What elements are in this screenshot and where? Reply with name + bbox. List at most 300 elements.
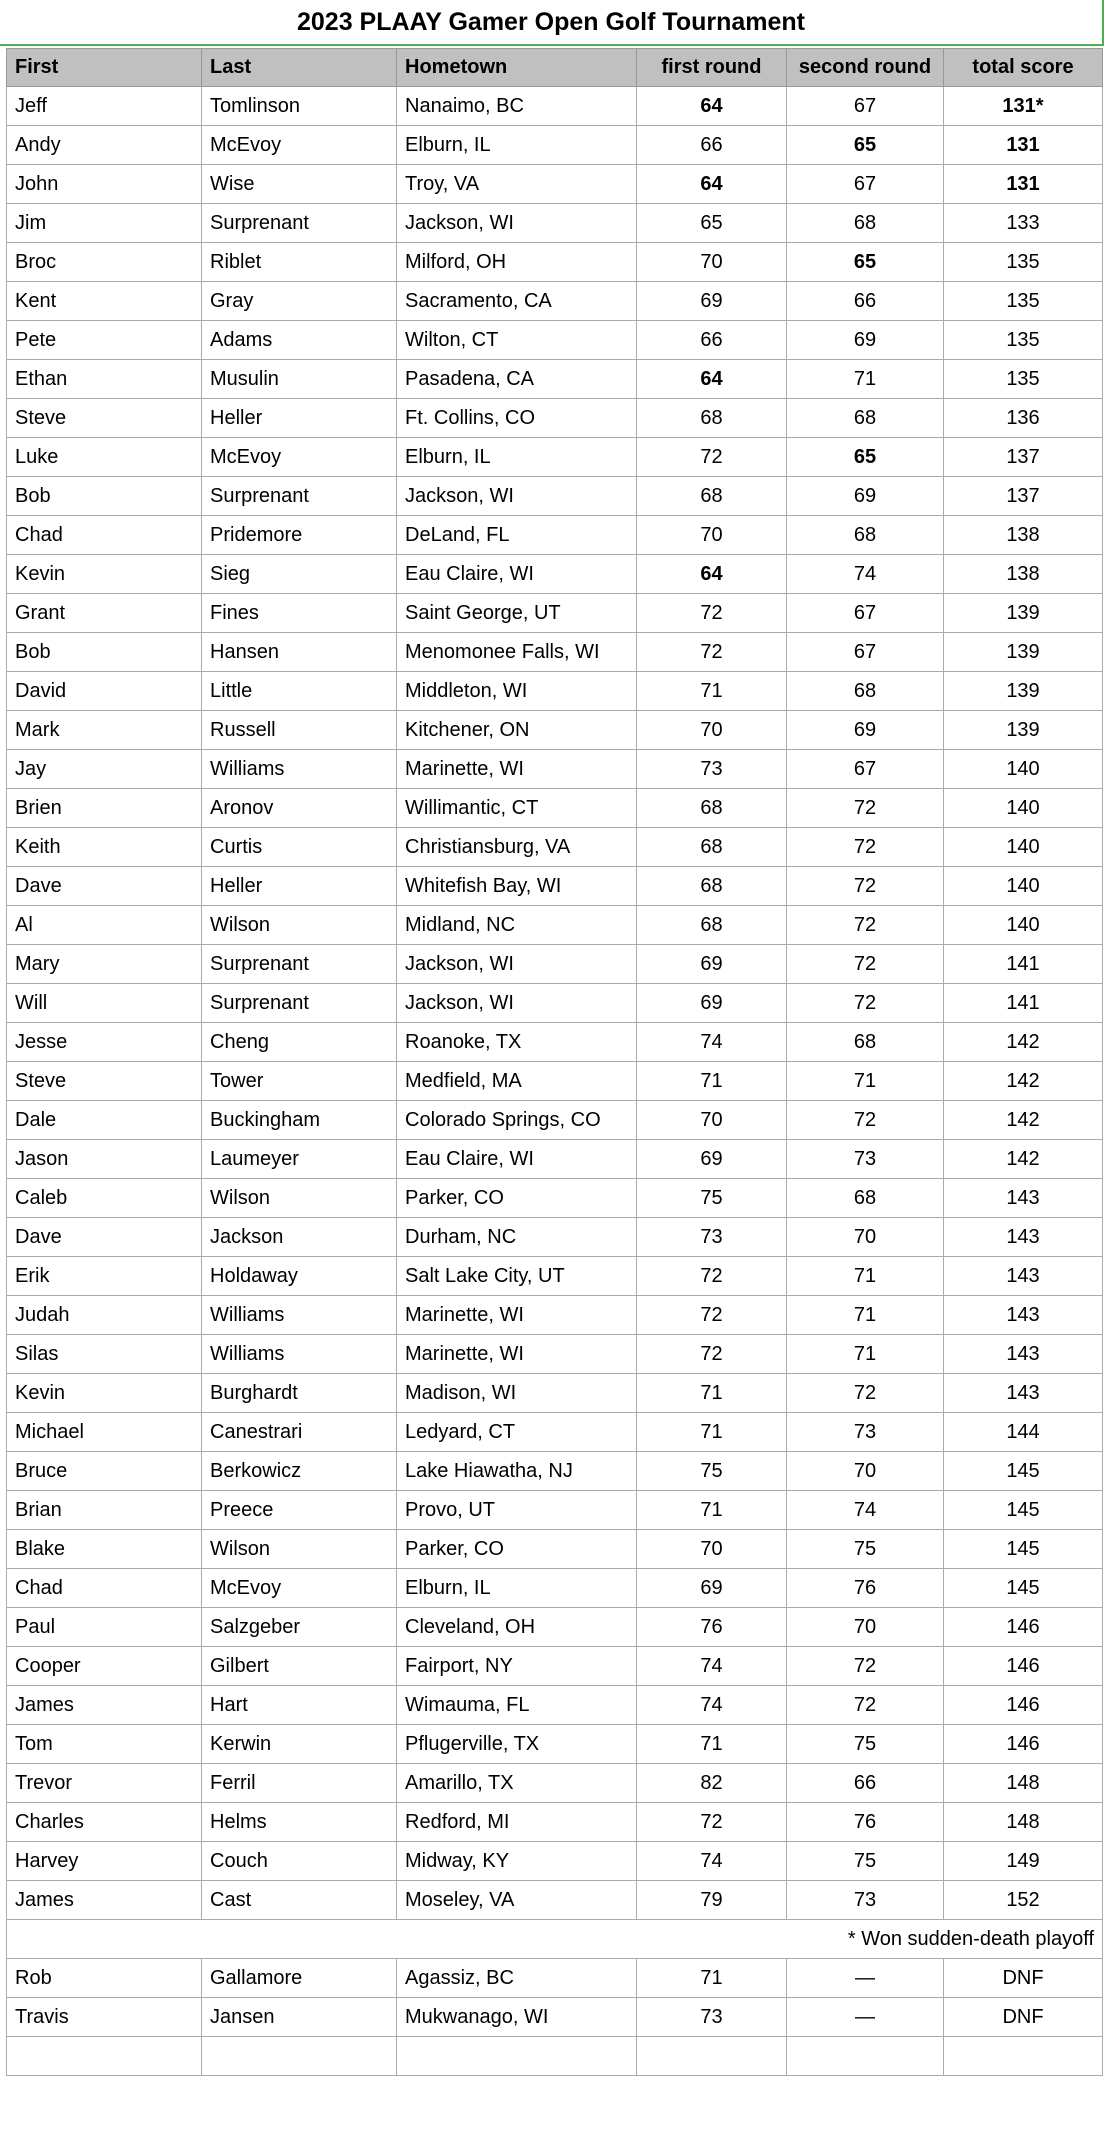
cell-last[interactable]: Curtis [202, 828, 397, 867]
cell-second-round[interactable]: 69 [787, 711, 944, 750]
cell-second-round[interactable]: 65 [787, 126, 944, 165]
cell-last[interactable]: Surprenant [202, 945, 397, 984]
cell-last[interactable]: Berkowicz [202, 1452, 397, 1491]
cell-second-round[interactable]: 72 [787, 789, 944, 828]
cell-total-score[interactable]: 143 [944, 1296, 1103, 1335]
cell-second-round[interactable]: 71 [787, 1257, 944, 1296]
cell-total-score[interactable]: 145 [944, 1452, 1103, 1491]
cell-total-score[interactable]: 133 [944, 204, 1103, 243]
cell-last[interactable]: Adams [202, 321, 397, 360]
cell-first[interactable]: Andy [7, 126, 202, 165]
cell-first-round[interactable]: 71 [637, 1959, 787, 1998]
cell-hometown[interactable]: Menomonee Falls, WI [397, 633, 637, 672]
blank-cell[interactable] [637, 2037, 787, 2076]
cell-first-round[interactable]: 68 [637, 867, 787, 906]
cell-first[interactable]: Bob [7, 633, 202, 672]
cell-first-round[interactable]: 72 [637, 438, 787, 477]
cell-first[interactable]: Mark [7, 711, 202, 750]
cell-second-round[interactable]: 69 [787, 321, 944, 360]
cell-total-score[interactable]: 144 [944, 1413, 1103, 1452]
blank-cell[interactable] [202, 2037, 397, 2076]
cell-second-round[interactable]: 66 [787, 282, 944, 321]
cell-first-round[interactable]: 72 [637, 1257, 787, 1296]
cell-first-round[interactable]: 70 [637, 711, 787, 750]
cell-first-round[interactable]: 68 [637, 828, 787, 867]
cell-first[interactable]: Jay [7, 750, 202, 789]
cell-first-round[interactable]: 71 [637, 1725, 787, 1764]
cell-first[interactable]: Broc [7, 243, 202, 282]
cell-hometown[interactable]: Roanoke, TX [397, 1023, 637, 1062]
cell-first-round[interactable]: 73 [637, 1998, 787, 2037]
cell-first[interactable]: Bruce [7, 1452, 202, 1491]
cell-total-score[interactable]: 142 [944, 1140, 1103, 1179]
cell-hometown[interactable]: Midland, NC [397, 906, 637, 945]
cell-hometown[interactable]: Sacramento, CA [397, 282, 637, 321]
cell-total-score[interactable]: DNF [944, 1998, 1103, 2037]
cell-second-round[interactable]: 68 [787, 516, 944, 555]
cell-hometown[interactable]: Milford, OH [397, 243, 637, 282]
cell-first-round[interactable]: 68 [637, 906, 787, 945]
cell-total-score[interactable]: 146 [944, 1725, 1103, 1764]
cell-first-round[interactable]: 71 [637, 1413, 787, 1452]
cell-second-round[interactable]: 74 [787, 555, 944, 594]
cell-last[interactable]: Williams [202, 1296, 397, 1335]
cell-second-round[interactable]: 68 [787, 204, 944, 243]
cell-first[interactable]: Ethan [7, 360, 202, 399]
cell-first[interactable]: Chad [7, 516, 202, 555]
cell-last[interactable]: Holdaway [202, 1257, 397, 1296]
cell-last[interactable]: Russell [202, 711, 397, 750]
column-header-second-round[interactable]: second round [787, 49, 944, 87]
cell-first[interactable]: James [7, 1686, 202, 1725]
cell-first-round[interactable]: 71 [637, 672, 787, 711]
cell-total-score[interactable]: 139 [944, 672, 1103, 711]
cell-first-round[interactable]: 74 [637, 1842, 787, 1881]
cell-last[interactable]: Surprenant [202, 984, 397, 1023]
cell-total-score[interactable]: 135 [944, 282, 1103, 321]
cell-last[interactable]: Cast [202, 1881, 397, 1920]
cell-first[interactable]: Jeff [7, 87, 202, 126]
cell-first-round[interactable]: 70 [637, 1530, 787, 1569]
cell-total-score[interactable]: 139 [944, 594, 1103, 633]
cell-last[interactable]: Hart [202, 1686, 397, 1725]
cell-second-round[interactable]: 65 [787, 243, 944, 282]
cell-second-round[interactable]: 71 [787, 1296, 944, 1335]
cell-first[interactable]: Brian [7, 1491, 202, 1530]
cell-second-round[interactable]: 75 [787, 1725, 944, 1764]
cell-second-round[interactable]: 71 [787, 1062, 944, 1101]
cell-total-score[interactable]: DNF [944, 1959, 1103, 1998]
cell-first[interactable]: Chad [7, 1569, 202, 1608]
cell-first-round[interactable]: 71 [637, 1062, 787, 1101]
cell-hometown[interactable]: Durham, NC [397, 1218, 637, 1257]
cell-last[interactable]: McEvoy [202, 1569, 397, 1608]
cell-first[interactable]: Keith [7, 828, 202, 867]
cell-last[interactable]: Surprenant [202, 204, 397, 243]
blank-cell[interactable] [397, 2037, 637, 2076]
cell-first[interactable]: Kevin [7, 555, 202, 594]
cell-hometown[interactable]: Wimauma, FL [397, 1686, 637, 1725]
cell-first-round[interactable]: 74 [637, 1023, 787, 1062]
cell-second-round[interactable]: 72 [787, 945, 944, 984]
cell-total-score[interactable]: 140 [944, 750, 1103, 789]
column-header-last[interactable]: Last [202, 49, 397, 87]
cell-last[interactable]: Fines [202, 594, 397, 633]
cell-hometown[interactable]: Colorado Springs, CO [397, 1101, 637, 1140]
cell-hometown[interactable]: Mukwanago, WI [397, 1998, 637, 2037]
cell-first-round[interactable]: 64 [637, 165, 787, 204]
cell-first[interactable]: Jason [7, 1140, 202, 1179]
cell-hometown[interactable]: Madison, WI [397, 1374, 637, 1413]
cell-total-score[interactable]: 136 [944, 399, 1103, 438]
cell-total-score[interactable]: 137 [944, 438, 1103, 477]
cell-second-round[interactable]: 72 [787, 828, 944, 867]
cell-second-round[interactable]: 72 [787, 1647, 944, 1686]
cell-total-score[interactable]: 145 [944, 1491, 1103, 1530]
cell-hometown[interactable]: Jackson, WI [397, 984, 637, 1023]
cell-hometown[interactable]: Pflugerville, TX [397, 1725, 637, 1764]
cell-second-round[interactable]: 70 [787, 1608, 944, 1647]
cell-first-round[interactable]: 75 [637, 1179, 787, 1218]
cell-total-score[interactable]: 140 [944, 828, 1103, 867]
cell-hometown[interactable]: Moseley, VA [397, 1881, 637, 1920]
cell-total-score[interactable]: 146 [944, 1686, 1103, 1725]
cell-hometown[interactable]: Troy, VA [397, 165, 637, 204]
cell-total-score[interactable]: 131 [944, 165, 1103, 204]
cell-hometown[interactable]: Marinette, WI [397, 1296, 637, 1335]
cell-hometown[interactable]: Agassiz, BC [397, 1959, 637, 1998]
cell-last[interactable]: Pridemore [202, 516, 397, 555]
cell-hometown[interactable]: Kitchener, ON [397, 711, 637, 750]
cell-hometown[interactable]: Eau Claire, WI [397, 555, 637, 594]
cell-hometown[interactable]: Saint George, UT [397, 594, 637, 633]
cell-first[interactable]: James [7, 1881, 202, 1920]
cell-hometown[interactable]: Jackson, WI [397, 477, 637, 516]
cell-hometown[interactable]: Whitefish Bay, WI [397, 867, 637, 906]
cell-last[interactable]: Couch [202, 1842, 397, 1881]
cell-first-round[interactable]: 71 [637, 1491, 787, 1530]
cell-hometown[interactable]: Parker, CO [397, 1179, 637, 1218]
cell-hometown[interactable]: Middleton, WI [397, 672, 637, 711]
cell-first[interactable]: Steve [7, 1062, 202, 1101]
cell-second-round[interactable]: 70 [787, 1218, 944, 1257]
blank-cell[interactable] [7, 2037, 202, 2076]
cell-last[interactable]: Wise [202, 165, 397, 204]
cell-first-round[interactable]: 70 [637, 243, 787, 282]
cell-first-round[interactable]: 72 [637, 633, 787, 672]
cell-first[interactable]: David [7, 672, 202, 711]
cell-total-score[interactable]: 142 [944, 1023, 1103, 1062]
cell-last[interactable]: Kerwin [202, 1725, 397, 1764]
cell-hometown[interactable]: Willimantic, CT [397, 789, 637, 828]
cell-last[interactable]: Gilbert [202, 1647, 397, 1686]
cell-last[interactable]: Jackson [202, 1218, 397, 1257]
cell-first-round[interactable]: 64 [637, 555, 787, 594]
cell-second-round[interactable]: 67 [787, 750, 944, 789]
cell-first-round[interactable]: 71 [637, 1374, 787, 1413]
cell-hometown[interactable]: Parker, CO [397, 1530, 637, 1569]
cell-second-round[interactable]: 72 [787, 906, 944, 945]
cell-first-round[interactable]: 72 [637, 1803, 787, 1842]
cell-hometown[interactable]: Ledyard, CT [397, 1413, 637, 1452]
cell-first-round[interactable]: 66 [637, 321, 787, 360]
cell-total-score[interactable]: 145 [944, 1569, 1103, 1608]
cell-first[interactable]: Cooper [7, 1647, 202, 1686]
cell-second-round[interactable]: 72 [787, 1686, 944, 1725]
cell-last[interactable]: Wilson [202, 1530, 397, 1569]
cell-first-round[interactable]: 69 [637, 945, 787, 984]
cell-total-score[interactable]: 143 [944, 1374, 1103, 1413]
cell-first-round[interactable]: 79 [637, 1881, 787, 1920]
cell-last[interactable]: Gallamore [202, 1959, 397, 1998]
cell-first[interactable]: Jesse [7, 1023, 202, 1062]
cell-total-score[interactable]: 137 [944, 477, 1103, 516]
cell-total-score[interactable]: 141 [944, 945, 1103, 984]
cell-first[interactable]: Kevin [7, 1374, 202, 1413]
cell-last[interactable]: Williams [202, 750, 397, 789]
cell-first[interactable]: Silas [7, 1335, 202, 1374]
cell-total-score[interactable]: 146 [944, 1647, 1103, 1686]
cell-second-round[interactable]: 76 [787, 1569, 944, 1608]
cell-last[interactable]: Little [202, 672, 397, 711]
cell-first[interactable]: Mary [7, 945, 202, 984]
cell-first[interactable]: Dale [7, 1101, 202, 1140]
cell-first-round[interactable]: 69 [637, 984, 787, 1023]
cell-first-round[interactable]: 72 [637, 1335, 787, 1374]
cell-second-round[interactable]: 73 [787, 1881, 944, 1920]
cell-second-round[interactable]: 67 [787, 165, 944, 204]
cell-first[interactable]: Caleb [7, 1179, 202, 1218]
cell-hometown[interactable]: Ft. Collins, CO [397, 399, 637, 438]
cell-first[interactable]: Al [7, 906, 202, 945]
cell-first[interactable]: Grant [7, 594, 202, 633]
cell-first[interactable]: Dave [7, 1218, 202, 1257]
column-header-first[interactable]: First [7, 49, 202, 87]
cell-second-round[interactable]: 71 [787, 360, 944, 399]
cell-total-score[interactable]: 143 [944, 1257, 1103, 1296]
cell-total-score[interactable]: 135 [944, 360, 1103, 399]
cell-last[interactable]: Ferril [202, 1764, 397, 1803]
cell-second-round[interactable]: 68 [787, 1179, 944, 1218]
cell-last[interactable]: Heller [202, 399, 397, 438]
cell-first[interactable]: Dave [7, 867, 202, 906]
cell-first[interactable]: Travis [7, 1998, 202, 2037]
cell-last[interactable]: McEvoy [202, 438, 397, 477]
cell-second-round[interactable]: 68 [787, 1023, 944, 1062]
cell-last[interactable]: Burghardt [202, 1374, 397, 1413]
cell-first-round[interactable]: 68 [637, 789, 787, 828]
cell-hometown[interactable]: Redford, MI [397, 1803, 637, 1842]
cell-second-round[interactable]: 72 [787, 1374, 944, 1413]
cell-first[interactable]: Judah [7, 1296, 202, 1335]
cell-total-score[interactable]: 146 [944, 1608, 1103, 1647]
cell-hometown[interactable]: DeLand, FL [397, 516, 637, 555]
cell-last[interactable]: Tomlinson [202, 87, 397, 126]
cell-first[interactable]: Paul [7, 1608, 202, 1647]
footnote-cell[interactable]: * Won sudden-death playoff [7, 1920, 1103, 1959]
cell-first-round[interactable]: 69 [637, 1140, 787, 1179]
cell-last[interactable]: Sieg [202, 555, 397, 594]
cell-first-round[interactable]: 74 [637, 1686, 787, 1725]
cell-second-round[interactable]: 72 [787, 984, 944, 1023]
cell-second-round[interactable]: 72 [787, 867, 944, 906]
cell-last[interactable]: Surprenant [202, 477, 397, 516]
cell-first-round[interactable]: 70 [637, 516, 787, 555]
cell-total-score[interactable]: 138 [944, 516, 1103, 555]
cell-total-score[interactable]: 138 [944, 555, 1103, 594]
cell-hometown[interactable]: Elburn, IL [397, 126, 637, 165]
cell-last[interactable]: Williams [202, 1335, 397, 1374]
cell-second-round[interactable]: 75 [787, 1842, 944, 1881]
cell-second-round[interactable]: 67 [787, 87, 944, 126]
cell-second-round[interactable]: 68 [787, 399, 944, 438]
cell-hometown[interactable]: Midway, KY [397, 1842, 637, 1881]
cell-second-round[interactable]: 69 [787, 477, 944, 516]
cell-first[interactable]: Erik [7, 1257, 202, 1296]
cell-first-round[interactable]: 68 [637, 477, 787, 516]
cell-last[interactable]: McEvoy [202, 126, 397, 165]
cell-last[interactable]: Hansen [202, 633, 397, 672]
cell-total-score[interactable]: 140 [944, 789, 1103, 828]
cell-first[interactable]: Harvey [7, 1842, 202, 1881]
cell-second-round[interactable]: 71 [787, 1335, 944, 1374]
cell-first-round[interactable]: 66 [637, 126, 787, 165]
column-header-first-round[interactable]: first round [637, 49, 787, 87]
cell-first[interactable]: Luke [7, 438, 202, 477]
cell-first-round[interactable]: 69 [637, 282, 787, 321]
cell-total-score[interactable]: 141 [944, 984, 1103, 1023]
cell-hometown[interactable]: Cleveland, OH [397, 1608, 637, 1647]
cell-last[interactable]: Cheng [202, 1023, 397, 1062]
cell-total-score[interactable]: 143 [944, 1218, 1103, 1257]
cell-second-round[interactable]: 66 [787, 1764, 944, 1803]
cell-last[interactable]: Salzgeber [202, 1608, 397, 1647]
blank-cell[interactable] [787, 2037, 944, 2076]
cell-total-score[interactable]: 135 [944, 321, 1103, 360]
cell-second-round[interactable]: 75 [787, 1530, 944, 1569]
cell-total-score[interactable]: 152 [944, 1881, 1103, 1920]
cell-total-score[interactable]: 135 [944, 243, 1103, 282]
cell-second-round[interactable]: — [787, 1959, 944, 1998]
cell-second-round[interactable]: 73 [787, 1413, 944, 1452]
cell-second-round[interactable]: 67 [787, 594, 944, 633]
cell-second-round[interactable]: — [787, 1998, 944, 2037]
cell-total-score[interactable]: 148 [944, 1764, 1103, 1803]
blank-cell[interactable] [944, 2037, 1103, 2076]
cell-second-round[interactable]: 70 [787, 1452, 944, 1491]
cell-last[interactable]: Laumeyer [202, 1140, 397, 1179]
cell-total-score[interactable]: 145 [944, 1530, 1103, 1569]
cell-first[interactable]: Tom [7, 1725, 202, 1764]
cell-total-score[interactable]: 149 [944, 1842, 1103, 1881]
column-header-total-score[interactable]: total score [944, 49, 1103, 87]
cell-first[interactable]: Charles [7, 1803, 202, 1842]
cell-hometown[interactable]: Elburn, IL [397, 1569, 637, 1608]
cell-second-round[interactable]: 74 [787, 1491, 944, 1530]
cell-total-score[interactable]: 143 [944, 1335, 1103, 1374]
cell-first-round[interactable]: 76 [637, 1608, 787, 1647]
cell-first-round[interactable]: 65 [637, 204, 787, 243]
cell-first-round[interactable]: 72 [637, 594, 787, 633]
cell-second-round[interactable]: 67 [787, 633, 944, 672]
cell-total-score[interactable]: 148 [944, 1803, 1103, 1842]
cell-first-round[interactable]: 69 [637, 1569, 787, 1608]
cell-hometown[interactable]: Wilton, CT [397, 321, 637, 360]
cell-hometown[interactable]: Nanaimo, BC [397, 87, 637, 126]
cell-first[interactable]: John [7, 165, 202, 204]
cell-total-score[interactable]: 142 [944, 1101, 1103, 1140]
cell-first-round[interactable]: 73 [637, 1218, 787, 1257]
cell-last[interactable]: Musulin [202, 360, 397, 399]
cell-last[interactable]: Preece [202, 1491, 397, 1530]
cell-last[interactable]: Wilson [202, 1179, 397, 1218]
cell-first[interactable]: Kent [7, 282, 202, 321]
cell-second-round[interactable]: 72 [787, 1101, 944, 1140]
cell-first-round[interactable]: 70 [637, 1101, 787, 1140]
cell-hometown[interactable]: Medfield, MA [397, 1062, 637, 1101]
cell-hometown[interactable]: Christiansburg, VA [397, 828, 637, 867]
cell-hometown[interactable]: Salt Lake City, UT [397, 1257, 637, 1296]
cell-total-score[interactable]: 139 [944, 711, 1103, 750]
cell-total-score[interactable]: 140 [944, 906, 1103, 945]
cell-first[interactable]: Steve [7, 399, 202, 438]
cell-first-round[interactable]: 82 [637, 1764, 787, 1803]
cell-first-round[interactable]: 68 [637, 399, 787, 438]
cell-hometown[interactable]: Jackson, WI [397, 945, 637, 984]
cell-first[interactable]: Pete [7, 321, 202, 360]
cell-hometown[interactable]: Amarillo, TX [397, 1764, 637, 1803]
cell-hometown[interactable]: Fairport, NY [397, 1647, 637, 1686]
cell-first-round[interactable]: 72 [637, 1296, 787, 1335]
cell-second-round[interactable]: 76 [787, 1803, 944, 1842]
cell-hometown[interactable]: Elburn, IL [397, 438, 637, 477]
cell-total-score[interactable]: 131 [944, 126, 1103, 165]
cell-first-round[interactable]: 64 [637, 360, 787, 399]
cell-first[interactable]: Trevor [7, 1764, 202, 1803]
cell-last[interactable]: Buckingham [202, 1101, 397, 1140]
cell-last[interactable]: Jansen [202, 1998, 397, 2037]
cell-last[interactable]: Gray [202, 282, 397, 321]
cell-total-score[interactable]: 140 [944, 867, 1103, 906]
cell-first[interactable]: Jim [7, 204, 202, 243]
column-header-hometown[interactable]: Hometown [397, 49, 637, 87]
cell-first[interactable]: Bob [7, 477, 202, 516]
cell-hometown[interactable]: Marinette, WI [397, 1335, 637, 1374]
cell-first[interactable]: Blake [7, 1530, 202, 1569]
cell-second-round[interactable]: 65 [787, 438, 944, 477]
cell-total-score[interactable]: 131* [944, 87, 1103, 126]
cell-last[interactable]: Wilson [202, 906, 397, 945]
cell-total-score[interactable]: 143 [944, 1179, 1103, 1218]
cell-first-round[interactable]: 64 [637, 87, 787, 126]
cell-total-score[interactable]: 142 [944, 1062, 1103, 1101]
cell-first[interactable]: Will [7, 984, 202, 1023]
cell-last[interactable]: Helms [202, 1803, 397, 1842]
cell-first[interactable]: Brien [7, 789, 202, 828]
cell-hometown[interactable]: Lake Hiawatha, NJ [397, 1452, 637, 1491]
cell-hometown[interactable]: Eau Claire, WI [397, 1140, 637, 1179]
cell-second-round[interactable]: 73 [787, 1140, 944, 1179]
cell-last[interactable]: Tower [202, 1062, 397, 1101]
cell-first-round[interactable]: 73 [637, 750, 787, 789]
cell-first[interactable]: Rob [7, 1959, 202, 1998]
cell-last[interactable]: Heller [202, 867, 397, 906]
cell-hometown[interactable]: Marinette, WI [397, 750, 637, 789]
cell-hometown[interactable]: Pasadena, CA [397, 360, 637, 399]
cell-first[interactable]: Michael [7, 1413, 202, 1452]
cell-hometown[interactable]: Jackson, WI [397, 204, 637, 243]
cell-last[interactable]: Aronov [202, 789, 397, 828]
